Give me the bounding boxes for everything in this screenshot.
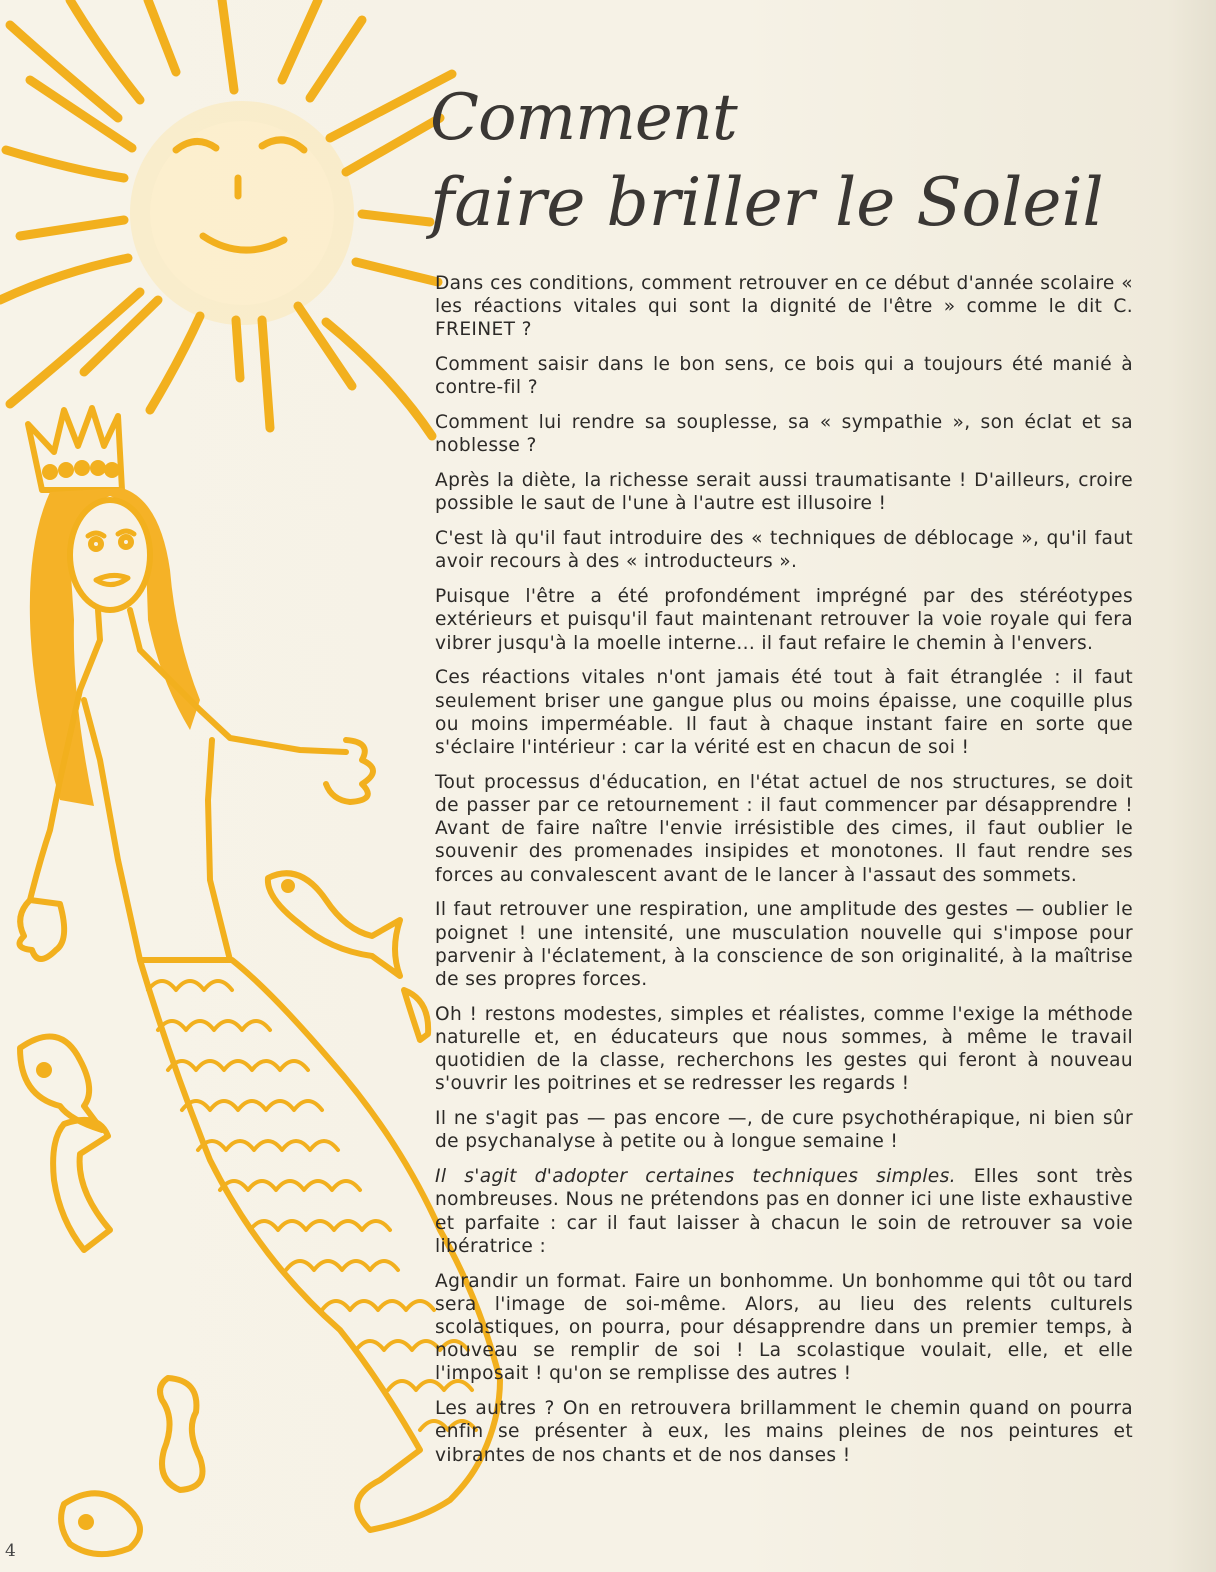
fish-1 bbox=[268, 873, 400, 976]
fish-2 bbox=[404, 990, 428, 1040]
paragraph-techniques bbox=[435, 1165, 1133, 1258]
paragraph: Tout processus d'éducation, en l'état actuel de nos structures, se doit de passer par ce retournement : il faut commencer par désapprendre ! Avant de faire naître l'envie irrésistible des cimes, il faut oublier le souvenir des promenades insipides et monotones. Il faut rendre ses forces au convalescent avant de le lancer à l'assaut des sommets. bbox=[435, 771, 1133, 886]
paragraph: Ces réactions vitales n'ont jamais été tout à fait étranglée : il faut seulement briser une gangue plus ou moins épaisse, une coquille plus ou moins imperméable. Il faut à chaque instant faire en sorte que s'éclaire l'intérieur : car la vérité est en chacun de soi ! bbox=[435, 667, 1133, 759]
techniques-rest: Elles sont très nombreuses. Nous ne prétendons pas en donner ici une liste exhaustive et parfaite : car il faut laisser à chacun le soin de retrouver sa voie libératrice : bbox=[435, 1166, 1133, 1257]
crown bbox=[28, 408, 122, 490]
paragraph: Comment saisir dans le bon sens, ce bois qui a toujours été manié à contre-fil ? bbox=[435, 354, 1133, 399]
paragraph: Oh ! restons modestes, simples et réalistes, comme l'exige la méthode naturelle et, en éducateurs que nous sommes, à même le travail quotidien de la classe, recherchons les gestes qui feront à nouveau s'ouvrir les poitrines et se redresser les regards ! bbox=[435, 1003, 1133, 1095]
paragraph: Il ne s'agit pas — pas encore —, de cure psychothérapique, ni bien sûr de psychanalyse à petite ou à longue semaine ! bbox=[435, 1108, 1133, 1153]
page-number: 4 bbox=[5, 1541, 16, 1561]
fish-4 bbox=[53, 1120, 110, 1250]
paragraph: Agrandir un format. Faire un bonhomme. Un bonhomme qui tôt ou tard sera l'image de soi-même. Alors, au lieu des relents culturels scolastiques, on pourra, pour désapprendre dans un premier temps, à nouveau se remplir de soi ! La scolastique voulait, elle, et elle l'imposait ! qu'on se remplisse des autres ! bbox=[435, 1270, 1133, 1385]
title-line-1: Comment bbox=[430, 81, 737, 155]
article-body bbox=[435, 272, 1133, 1478]
fish-drawings bbox=[20, 873, 428, 1554]
mermaid-drawing bbox=[20, 408, 501, 1530]
sun-drawing bbox=[0, 0, 452, 436]
title-line-2: faire briller le Soleil bbox=[430, 164, 1104, 241]
fish-5 bbox=[160, 1378, 203, 1490]
paragraph: Puisque l'être a été profondément imprégné par des stéréotypes extérieurs et puisqu'il faut maintenant retrouver la voie royale qui fera vibrer jusqu'à la moelle interne... il faut refaire le chemin à l'envers. bbox=[435, 586, 1133, 654]
paragraph: Les autres ? On en retrouvera brillamment le chemin quand on pourra enfin se présenter à eux, les mains pleines de nos peintures et vibrantes de nos chants et de nos danses ! bbox=[435, 1398, 1133, 1466]
fish-6 bbox=[61, 1493, 140, 1554]
paragraph: Il faut retrouver une respiration, une amplitude des gestes — oublier le poignet ! une intensité, une musculation nouvelle qui s'impose pour parvenir à l'éclatement, à la conscience de son originalité, à la maîtrise de ses propres forces. bbox=[435, 899, 1133, 991]
article-title bbox=[430, 76, 1190, 246]
paragraph: Comment lui rendre sa souplesse, sa « sympathie », son éclat et sa noblesse ? bbox=[435, 412, 1133, 457]
techniques-italic-lead: Il s'agit d'adopter certaines techniques simples. bbox=[435, 1166, 956, 1188]
paragraph: Dans ces conditions, comment retrouver en ce début d'année scolaire « les réactions vitales qui sont la dignité de l'être » comme le dit C. FREINET ? bbox=[435, 273, 1133, 341]
paragraph: C'est là qu'il faut introduire des « techniques de déblocage », qu'il faut avoir recours à des « introducteurs ». bbox=[435, 528, 1133, 573]
paragraph: Après la diète, la richesse serait aussi traumatisante ! D'ailleurs, croire possible le saut de l'une à l'autre est illusoire ! bbox=[435, 470, 1133, 515]
fish-3 bbox=[20, 1036, 102, 1130]
crown-dots bbox=[42, 460, 120, 480]
